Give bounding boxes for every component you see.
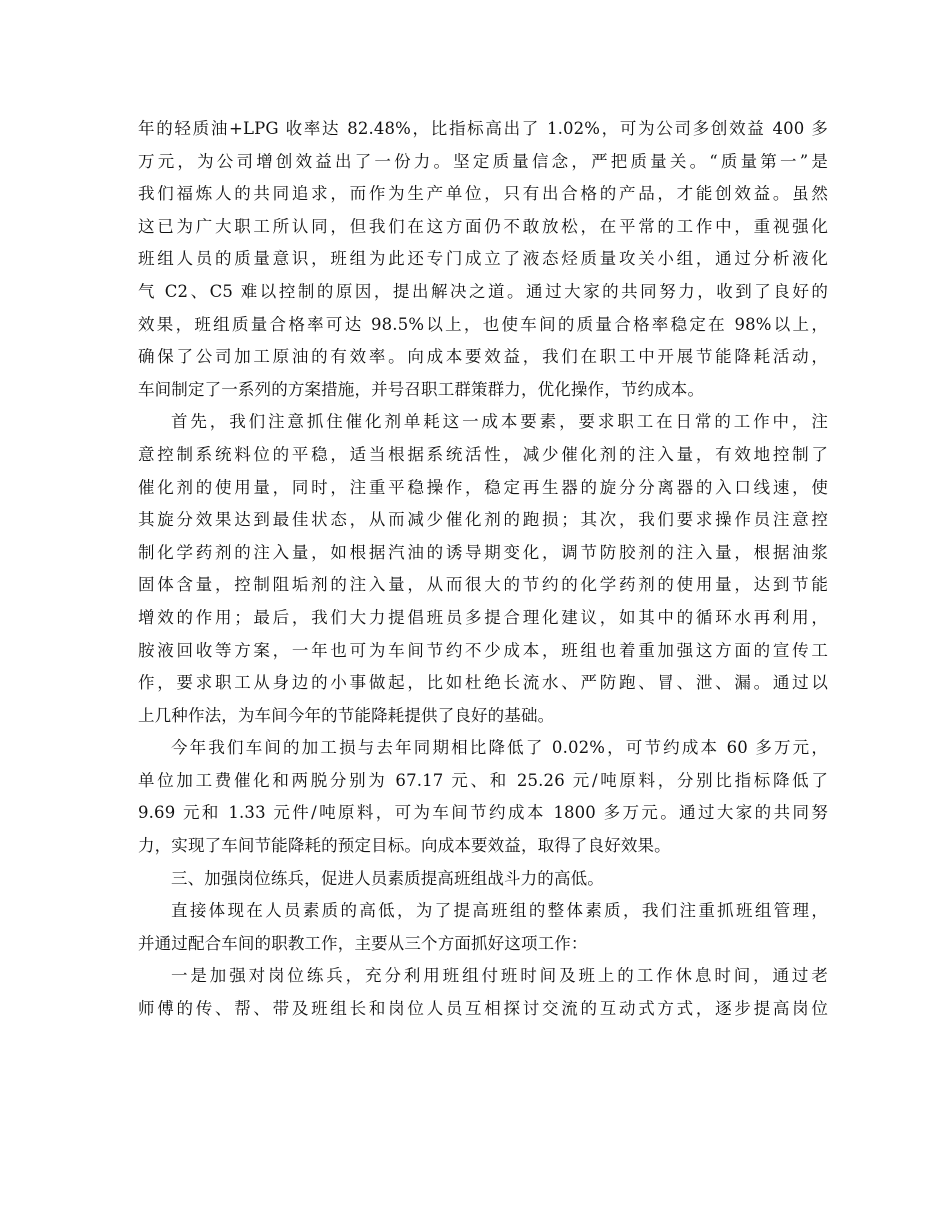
body-line: 作，要求职工从身边的小事做起，比如杜绝长流水、严防跑、冒、泄、漏。通过以 (138, 673, 828, 693)
body-line: 一是加强对岗位练兵，充分利用班组付班时间及班上的工作休息时间，通过老 (171, 966, 828, 986)
body-line: 催化剂的使用量，同时，注重平稳操作，稳定再生器的旋分分离器的入口线速，使 (138, 477, 828, 497)
body-line: 师傅的传、帮、带及班组长和岗位人员互相探讨交流的互动式方式，逐步提高岗位 (138, 999, 828, 1019)
body-line: 效果，班组质量合格率可达 98.5%以上，也使车间的质量合格率稳定在 98%以上， (138, 314, 828, 334)
body-line: 胺液回收等方案，一年也可为车间节约不少成本，班组也着重加强这方面的宣传工 (138, 640, 828, 660)
section-heading: 三、加强岗位练兵，促进人员素质提高班组战斗力的高低。 (171, 868, 604, 888)
body-line: 车间制定了一系列的方案措施，并号召职工群策群力，优化操作，节约成本。 (138, 379, 705, 399)
body-line: 气 C2、C5 难以控制的原因，提出解决之道。通过大家的共同努力，收到了良好的 (138, 281, 828, 301)
body-line: 增效的作用；最后，我们大力提倡班员多提合理化建议，如其中的循环水再利用， (138, 607, 828, 627)
document-body (138, 113, 828, 1026)
body-line: 意控制系统料位的平稳，适当根据系统活性，减少催化剂的注入量，有效地控制了 (138, 444, 828, 464)
body-line: 这已为广大职工所认同，但我们在这方面仍不敢放松，在平常的工作中，重视强化 (138, 216, 828, 236)
body-line: 上几种作法，为车间今年的节能降耗提供了良好的基础。 (138, 705, 555, 725)
body-line: 其旋分效果达到最佳状态，从而减少催化剂的跑损；其次，我们要求操作员注意控 (138, 510, 828, 530)
body-line: 单位加工费催化和两脱分别为 67.17 元、和 25.26 元/吨原料，分别比指标降低了 (138, 770, 828, 790)
body-line: 力，实现了车间节能降耗的预定目标。向成本要效益，取得了良好效果。 (138, 836, 671, 856)
body-line: 固体含量，控制阻垢剂的注入量，从而很大的节约的化学药剂的使用量，达到节能 (138, 575, 828, 595)
body-line: 万元，为公司增创效益出了一份力。坚定质量信念，严把质量关。“质量第一”是 (138, 151, 828, 171)
body-line: 确保了公司加工原油的有效率。向成本要效益，我们在职工中开展节能降耗活动， (138, 347, 828, 367)
body-line: 首先，我们注意抓住催化剂单耗这一成本要素，要求职工在日常的工作中，注 (171, 412, 828, 432)
body-line: 年的轻质油+LPG 收率达 82.48%，比指标高出了 1.02%，可为公司多创效益 400 多 (138, 119, 828, 138)
body-line: 并通过配合车间的职教工作，主要从三个方面抓好这项工作： (138, 933, 588, 953)
body-line: 直接体现在人员素质的高低，为了提高班组的整体素质，我们注重抓班组管理， (171, 901, 828, 921)
body-line: 今年我们车间的加工损与去年同期相比降低了 0.02%，可节约成本 60 多万元， (171, 738, 828, 758)
body-line: 制化学药剂的注入量，如根据汽油的诱导期变化，调节防胶剂的注入量，根据油浆 (138, 542, 828, 562)
body-line: 班组人员的质量意识，班组为此还专门成立了液态烃质量攻关小组，通过分析液化 (138, 249, 828, 269)
body-line: 我们福炼人的共同追求，而作为生产单位，只有出合格的产品，才能创效益。虽然 (138, 184, 828, 204)
body-line: 9.69 元和 1.33 元件/吨原料，可为车间节约成本 1800 多万元。通过大家的共同努 (138, 803, 828, 823)
